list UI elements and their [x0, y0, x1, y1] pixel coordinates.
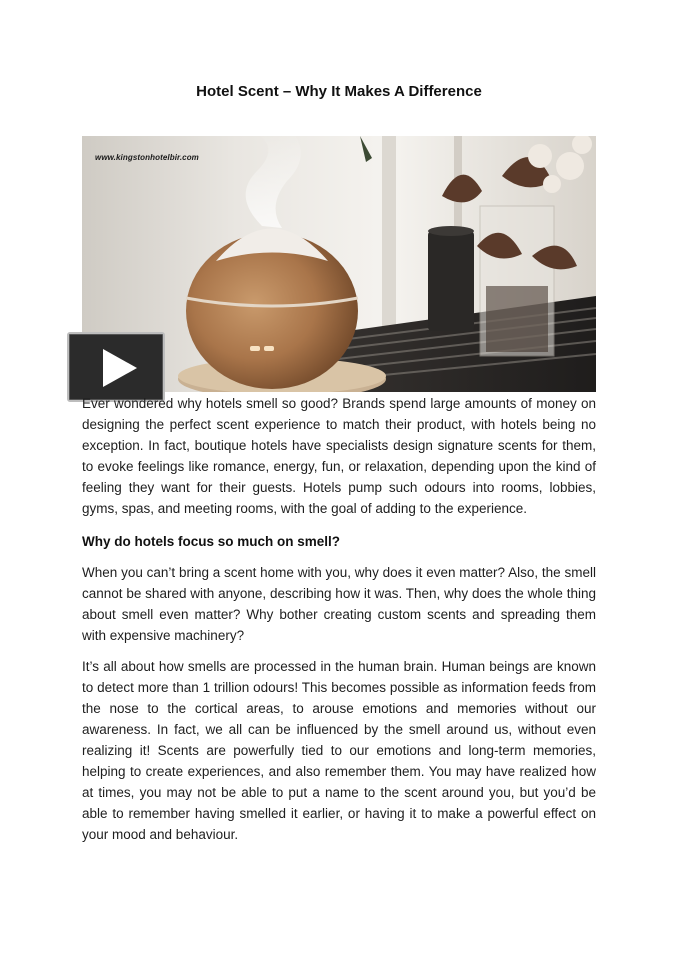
- watermark-text: www.kingstonhotelbir.com: [95, 153, 199, 162]
- body-paragraph-2: It’s all about how smells are processed in the human brain. Human beings are known to detect more than 1 trillion odours! This becomes possible as information feeds from the nose to the cortical areas, to arouse emotions and memories without our awareness. In fact, we all can be influenced by the smell around us, without even realizing it! Scents are powerfully tied to our emotions and long-term memories, helping to create experiences, and also remember them. You may have realized how at times, you may not be able to put a name to the scent around you, but you’d be able to remember having smelled it earlier, or having it to make a powerful effect on your mood and behaviour.: [82, 659, 596, 842]
- video-play-button[interactable]: [67, 332, 165, 402]
- page-title: Hotel Scent – Why It Makes A Difference: [196, 83, 482, 100]
- body-paragraph-1: When you can’t bring a scent home with you, why does it even matter? Also, the smell cannot be shared with anyone, describing how it was. Then, why does the whole thing about smell even matter? Why bother creating custom scents and spreading them with expensive machinery?: [82, 565, 596, 643]
- play-icon: [103, 349, 137, 387]
- intro-paragraph: Ever wondered why hotels smell so good? Brands spend large amounts of money on designing the perfect scent experience to match their product, with hotels being no exception. In fact, boutique hotels have specialists design signature scents for them, to evoke feelings like romance, energy, fun, or relaxation, depending upon the kind of feeling they want for their guests. Hotels pump such odours into rooms, lobbies, gyms, spas, and meeting rooms, with the goal of adding to the experience.: [82, 396, 596, 516]
- article-body: [82, 393, 596, 855]
- section-heading: Why do hotels focus so much on smell?: [82, 534, 341, 549]
